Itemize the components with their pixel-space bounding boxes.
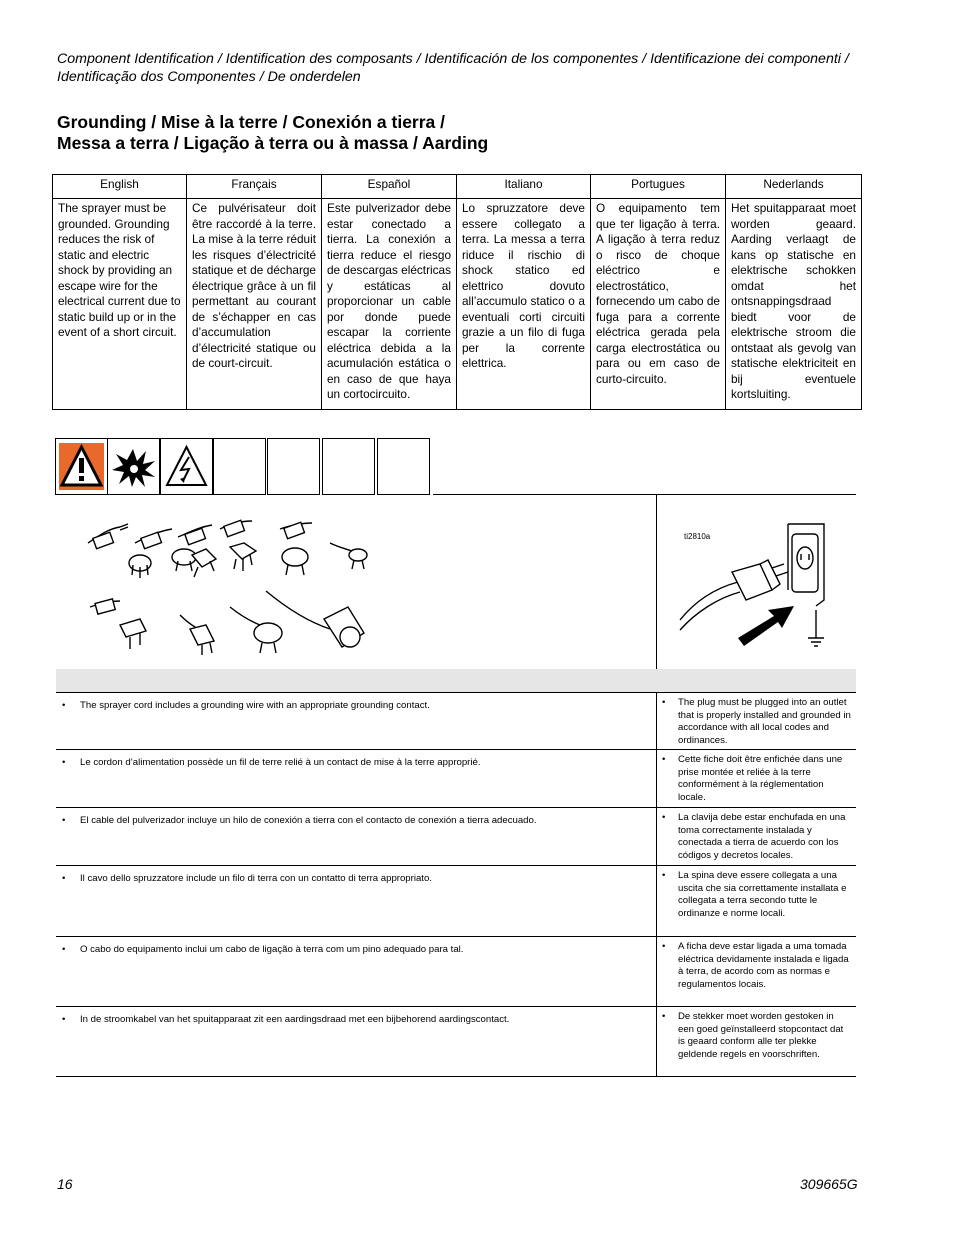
section-title-line1: Grounding / Mise à la terre / Conexión a tierra / (57, 112, 446, 132)
instruction-left: The sprayer cord includes a grounding wire with an appropriate grounding contact. (80, 700, 430, 711)
instruction-row (56, 808, 856, 866)
instruction-right: A ficha deve estar ligada a uma tomada eléctrica devidamente instalada e ligada à terra, de acordo com as normas e regulamentos locais. (678, 941, 849, 990)
symbol-cell-4 (213, 438, 266, 495)
lang-header-portugues: Portugues (591, 175, 726, 196)
bullet: • (62, 757, 66, 768)
instruction-right: De stekker moet worden gestoken in een goed geïnstalleerd stopcontact dat is geaard conform alle ter plekke geldende regels en voorschriften. (678, 1011, 844, 1060)
instruction-right: La clavija debe estar enchufada en una toma correctamente instalada y conectada a tierra de acuerdo con los códigos y decretos locales. (678, 812, 846, 861)
bullet: • (662, 870, 666, 881)
bullet: • (662, 812, 666, 823)
instruction-right: La spina deve essere collegata a una uscita che sia correttamente installata e collegata a terra secondo tutte le ordinanze e norme locali. (678, 870, 847, 919)
lang-header-italiano: Italiano (457, 175, 591, 196)
bullet: • (662, 754, 666, 765)
language-table (52, 174, 862, 410)
power-cords-illustration (80, 515, 380, 660)
plug-outlet-illustration (676, 520, 836, 665)
bullet: • (62, 1014, 66, 1025)
instruction-row (56, 866, 856, 937)
instruction-row (56, 1007, 856, 1077)
electric-shock-icon (161, 439, 212, 494)
lang-text-francais: Ce pulvérisateur doit être raccordé à la terre. La mise à la terre réduit les risques d’électricité statique et de décharge électrique grâce à un fil permettant au courant de s’échapper en cas d’accumulation d’électricité statique ou de court-circuit. (187, 199, 322, 410)
running-header (57, 50, 877, 86)
lang-header-francais: Français (187, 175, 322, 196)
symbol-cell-6 (322, 438, 375, 495)
symbol-cell-5 (267, 438, 320, 495)
lang-header-espanol: Español (322, 175, 457, 196)
bullet: • (62, 873, 66, 884)
instruction-left: El cable del pulverizador incluye un hilo de conexión a tierra con el contacto de conexión a tierra adecuado. (80, 815, 537, 826)
document-number: 309665G (800, 1176, 858, 1192)
section-title-line2: Messa a terra / Ligação à terra ou à massa / Aarding (57, 133, 489, 153)
page-number: 16 (57, 1176, 73, 1192)
bullet: • (662, 697, 666, 708)
lang-text-english: The sprayer must be grounded. Grounding reduces the risk of static and electric shock by providing an escape wire for the electrical current due to static build up or in the event of a short circuit. (53, 199, 187, 410)
symbol-cell-3 (160, 438, 213, 495)
lang-text-italiano: Lo spruzzatore deve essere collegato a terra. La messa a terra riduce il rischio di shock statico ed elettrico dovuto all’accumulo statico o a eventuali corti circuiti grazie a un filo di fuga per la corrente elettrica. (457, 199, 591, 410)
lang-text-portugues: O equipamento tem que ter ligação à terra. A ligação à terra reduz o risco de choque eléctrico e electrostático, fornecendo um cabo de fuga para a corrente eléctrica gerada pela carga electrostática ou para ou em caso de curto-circuito. (591, 199, 726, 410)
bullet: • (662, 1011, 666, 1022)
instruction-right: Cette fiche doit être enfichée dans une prise montée et reliée à la terre conformément à la réglementation locale. (678, 754, 843, 803)
instruction-header-band (56, 669, 856, 693)
bullet: • (62, 700, 66, 711)
instruction-left: Il cavo dello spruzzatore include un filo di terra con un contatto di terra appropriato. (80, 873, 432, 884)
bullet: • (62, 815, 66, 826)
symbol-row-rule (433, 494, 856, 495)
instruction-row (56, 693, 856, 750)
running-header-line1: Component Identification / Identification des composants / Identificación de los componentes / Identificazione dei componenti / (57, 51, 849, 67)
symbol-cell-1 (55, 438, 108, 495)
figure-label: ti2810a (684, 532, 711, 541)
instruction-row (56, 937, 856, 1007)
explosion-icon (108, 439, 159, 494)
symbol-cell-2 (107, 438, 160, 495)
instruction-right: The plug must be plugged into an outlet that is properly installed and grounded in accordance with all local codes and ordinances. (678, 697, 851, 746)
section-title (57, 112, 877, 154)
bullet: • (662, 941, 666, 952)
running-header-line2: Identificação dos Componentes / De onderdelen (57, 69, 361, 85)
symbol-cell-7 (377, 438, 430, 495)
instruction-left: O cabo do equipamento inclui um cabo de ligação à terra com um pino adequado para tal. (80, 944, 464, 955)
instruction-left: In de stroomkabel van het spuitapparaat zit een aardingsdraad met een bijbehorend aardingscontact. (80, 1014, 510, 1025)
lang-header-english: English (53, 175, 187, 196)
lang-header-nederlands: Nederlands (726, 175, 862, 196)
lang-text-espanol: Este pulverizador debe estar conectado a tierra. La conexión a tierra reduce el riesgo de descargas eléctricas y estáticas al proporcionar un cable por donde puede escapar la corriente eléctrica debida a la acumulación estática o en caso de que haya un cortocircuito. (322, 199, 457, 410)
bullet: • (62, 944, 66, 955)
instruction-left: Le cordon d’alimentation possède un fil de terre relié à un contact de mise à la terre approprié. (80, 757, 481, 768)
warning-exclamation-icon (56, 439, 107, 494)
lang-text-nederlands: Het spuitapparaat moet worden geaard. Aarding verlaagt de kans op statische en elektrische schokken omdat het ontsnappingsdraad biedt voor de elektrische stroom die ontstaat als gevolg van statische elektriciteit en bij eventuele kortsluiting. (726, 199, 862, 410)
instruction-row (56, 750, 856, 808)
